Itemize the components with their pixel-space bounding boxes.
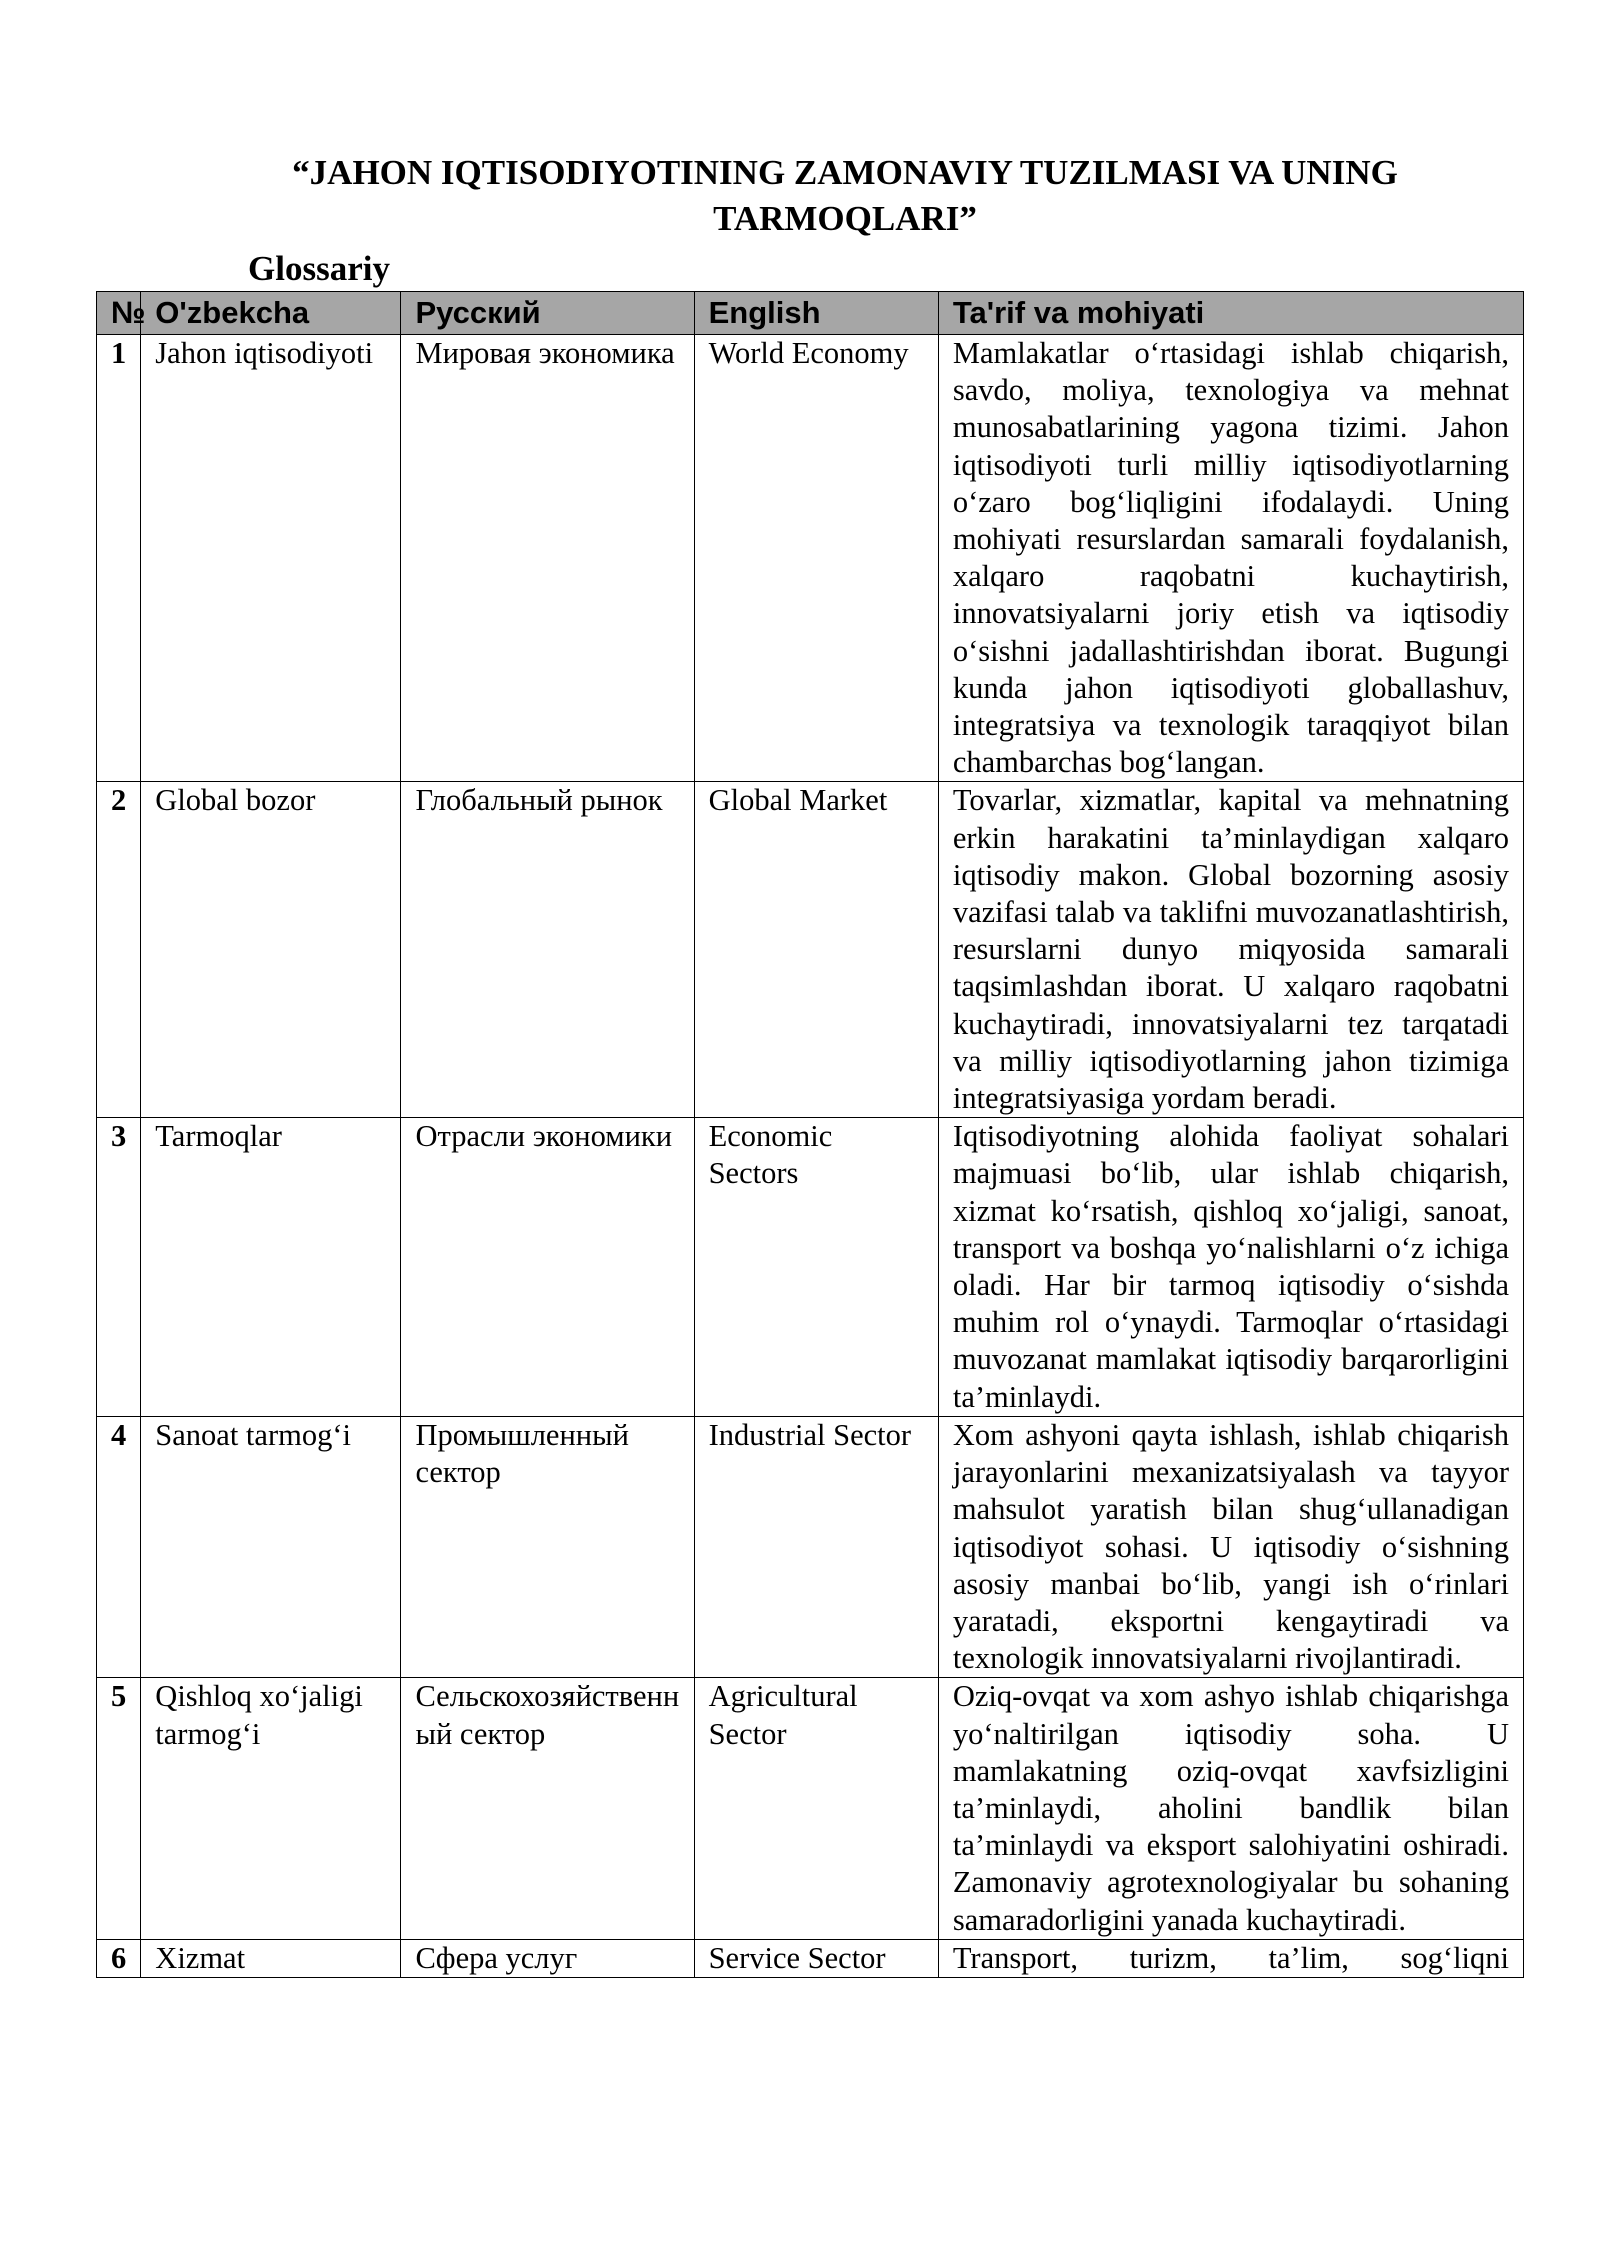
term-definition: Transport, turizm, ta’lim, sog‘liqni — [938, 1939, 1523, 1977]
document-subtitle: Glossariy — [248, 249, 390, 288]
table-row — [97, 1118, 1524, 1417]
header-number: № — [97, 292, 141, 335]
term-english: Industrial Sector — [694, 1416, 938, 1677]
header-definition: Ta'rif va mohiyati — [938, 292, 1523, 335]
term-russian: Сфера услуг — [401, 1939, 694, 1977]
term-english: Service Sector — [694, 1939, 938, 1977]
table-row — [97, 335, 1524, 782]
term-uzbek: Sanoat tarmog‘i — [141, 1416, 401, 1677]
term-uzbek: Xizmat — [141, 1939, 401, 1977]
term-russian: Промышленный сектор — [401, 1416, 694, 1677]
term-russian: Глобальный рынок — [401, 782, 694, 1118]
table-row — [97, 1416, 1524, 1677]
term-russian: Мировая экономика — [401, 335, 694, 782]
term-russian: Сельскохозяйственный сектор — [401, 1678, 694, 1939]
table-row — [97, 782, 1524, 1118]
term-russian: Отрасли экономики — [401, 1118, 694, 1417]
term-definition: Xom ashyoni qayta ishlash, ishlab chiqarish jarayonlarini mexanizatsiyalash va tayyor mahsulot yaratish bilan shug‘ullanadigan iqtisodiyot sohasi. U iqtisodiy o‘sishning asosiy manbai bo‘lib, yangi ish o‘rinlari yaratadi, eksportni kengaytiradi va texnologik innovatsiyalarni rivojlantiradi. — [938, 1416, 1523, 1677]
row-number: 6 — [97, 1939, 141, 1977]
term-english: Global Market — [694, 782, 938, 1118]
term-english: World Economy — [694, 335, 938, 782]
term-uzbek: Global bozor — [141, 782, 401, 1118]
header-russian: Русский — [401, 292, 694, 335]
glossary-table — [96, 291, 1524, 1978]
term-definition: Iqtisodiyotning alohida faoliyat sohalari majmuasi bo‘lib, ular ishlab chiqarish, xizmat ko‘rsatish, qishloq xo‘jaligi, sanoat, transport va boshqa yo‘nalishlarni o‘z ichiga oladi. Har bir tarmoq iqtisodiy o‘sishda muhim rol o‘ynaydi. Tarmoqlar o‘rtasidagi muvozanat mamlakat iqtisodiy barqarorligini ta’minlaydi. — [938, 1118, 1523, 1417]
row-number: 4 — [97, 1416, 141, 1677]
term-uzbek: Tarmoqlar — [141, 1118, 401, 1417]
term-english: Agricultural Sector — [694, 1678, 938, 1939]
document-title: “JAHON IQTISODIYOTINING ZAMONAVIY TUZILMASI VA UNING TARMOQLARI” — [292, 153, 1398, 238]
table-row — [97, 1939, 1524, 1977]
row-number: 5 — [97, 1678, 141, 1939]
term-english: Economic Sectors — [694, 1118, 938, 1417]
term-uzbek: Jahon iqtisodiyoti — [141, 335, 401, 782]
table-header-row — [97, 292, 1524, 335]
row-number: 3 — [97, 1118, 141, 1417]
header-uzbek: O'zbekcha — [141, 292, 401, 335]
term-definition: Tovarlar, xizmatlar, kapital va mehnatning erkin harakatini ta’minlaydigan xalqaro iqtisodiy makon. Global bozorning asosiy vazifasi talab va taklifni muvozanatlashtirish, resurslarni dunyo miqyosida samarali taqsimlashdan iborat. U xalqaro raqobatni kuchaytiradi, innovatsiyalarni tez tarqatadi va milliy iqtisodiyotlarning jahon tizimiga integratsiyasiga yordam beradi. — [938, 782, 1523, 1118]
term-definition: Mamlakatlar o‘rtasidagi ishlab chiqarish, savdo, moliya, texnologiya va mehnat munosabatlarining yagona tizimi. Jahon iqtisodiyoti turli milliy iqtisodiyotlarning o‘zaro bog‘liqligini ifodalaydi. Uning mohiyati resurslardan samarali foydalanish, xalqaro raqobatni kuchaytirish, innovatsiyalarni joriy etish va iqtisodiy o‘sishni jadallashtirishdan iborat. Bugungi kunda jahon iqtisodiyoti globallashuv, integratsiya va texnologik taraqqiyot bilan chambarchas bog‘langan. — [938, 335, 1523, 782]
table-row — [97, 1678, 1524, 1939]
term-uzbek: Qishloq xo‘jaligi tarmog‘i — [141, 1678, 401, 1939]
term-definition: Oziq-ovqat va xom ashyo ishlab chiqarishga yo‘naltirilgan iqtisodiy soha. U mamlakatning oziq-ovqat xavfsizligini ta’minlaydi, aholini bandlik bilan ta’minlaydi va eksport salohiyatini oshiradi. Zamonaviy agrotexnologiyalar bu sohaning samaradorligini yanada kuchaytiradi. — [938, 1678, 1523, 1939]
header-english: English — [694, 292, 938, 335]
row-number: 1 — [97, 335, 141, 782]
row-number: 2 — [97, 782, 141, 1118]
